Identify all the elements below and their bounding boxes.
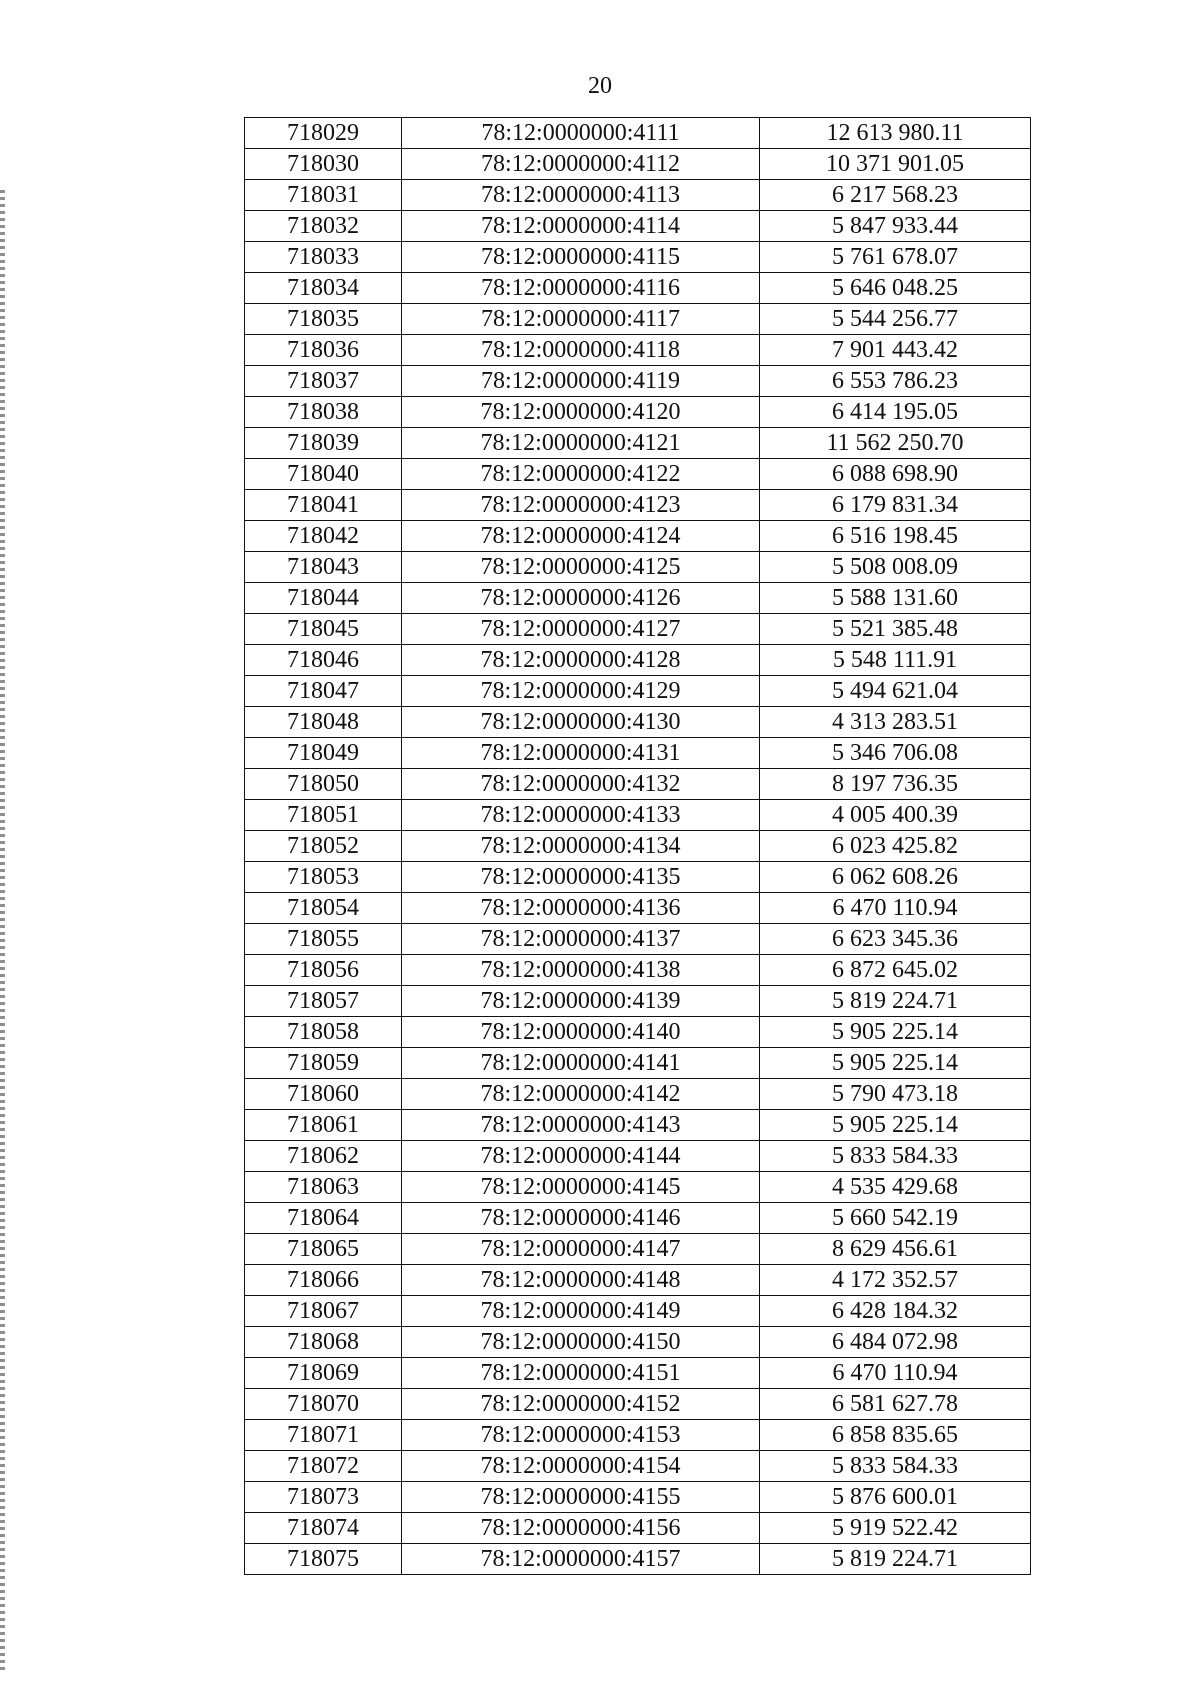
row-id-cell: 718072	[245, 1451, 402, 1482]
page-number: 20	[588, 73, 612, 99]
row-id-cell: 718061	[245, 1110, 402, 1141]
value-cell: 6 872 645.02	[760, 955, 1031, 986]
row-id-cell: 718074	[245, 1513, 402, 1544]
row-id-cell: 718045	[245, 614, 402, 645]
cadastral-number-cell: 78:12:0000000:4135	[402, 862, 760, 893]
table-row	[245, 738, 1031, 769]
value-cell: 5 819 224.71	[760, 1544, 1031, 1575]
table-row	[245, 1141, 1031, 1172]
table-row	[245, 1110, 1031, 1141]
value-cell: 5 761 678.07	[760, 242, 1031, 273]
value-cell: 5 346 706.08	[760, 738, 1031, 769]
row-id-cell: 718038	[245, 397, 402, 428]
table-row	[245, 1513, 1031, 1544]
row-id-cell: 718056	[245, 955, 402, 986]
row-id-cell: 718041	[245, 490, 402, 521]
cadastral-number-cell: 78:12:0000000:4111	[402, 118, 760, 149]
row-id-cell: 718051	[245, 800, 402, 831]
table-row	[245, 273, 1031, 304]
value-cell: 6 062 608.26	[760, 862, 1031, 893]
cadastral-number-cell: 78:12:0000000:4122	[402, 459, 760, 490]
cadastral-number-cell: 78:12:0000000:4151	[402, 1358, 760, 1389]
row-id-cell: 718032	[245, 211, 402, 242]
row-id-cell: 718052	[245, 831, 402, 862]
value-cell: 6 217 568.23	[760, 180, 1031, 211]
cadastral-number-cell: 78:12:0000000:4123	[402, 490, 760, 521]
cadastral-number-cell: 78:12:0000000:4117	[402, 304, 760, 335]
value-cell: 12 613 980.11	[760, 118, 1031, 149]
table-row	[245, 955, 1031, 986]
cadastral-number-cell: 78:12:0000000:4145	[402, 1172, 760, 1203]
value-cell: 8 197 736.35	[760, 769, 1031, 800]
row-id-cell: 718042	[245, 521, 402, 552]
value-cell: 6 623 345.36	[760, 924, 1031, 955]
row-id-cell: 718043	[245, 552, 402, 583]
value-cell: 8 629 456.61	[760, 1234, 1031, 1265]
row-id-cell: 718058	[245, 1017, 402, 1048]
table-row	[245, 1048, 1031, 1079]
cadastral-number-cell: 78:12:0000000:4153	[402, 1420, 760, 1451]
row-id-cell: 718054	[245, 893, 402, 924]
table-row	[245, 1296, 1031, 1327]
value-cell: 5 544 256.77	[760, 304, 1031, 335]
table-row	[245, 180, 1031, 211]
table-row	[245, 676, 1031, 707]
table-row	[245, 1203, 1031, 1234]
cadastral-number-cell: 78:12:0000000:4148	[402, 1265, 760, 1296]
row-id-cell: 718037	[245, 366, 402, 397]
row-id-cell: 718031	[245, 180, 402, 211]
row-id-cell: 718040	[245, 459, 402, 490]
cadastral-number-cell: 78:12:0000000:4114	[402, 211, 760, 242]
table-row	[245, 1079, 1031, 1110]
table-row	[245, 614, 1031, 645]
cadastral-number-cell: 78:12:0000000:4130	[402, 707, 760, 738]
cadastral-number-cell: 78:12:0000000:4112	[402, 149, 760, 180]
table-row	[245, 490, 1031, 521]
table-row	[245, 1420, 1031, 1451]
row-id-cell: 718044	[245, 583, 402, 614]
table-row	[245, 242, 1031, 273]
cadastral-number-cell: 78:12:0000000:4150	[402, 1327, 760, 1358]
table-row	[245, 1017, 1031, 1048]
row-id-cell: 718039	[245, 428, 402, 459]
table-row	[245, 118, 1031, 149]
row-id-cell: 718057	[245, 986, 402, 1017]
row-id-cell: 718047	[245, 676, 402, 707]
value-cell: 6 858 835.65	[760, 1420, 1031, 1451]
cadastral-number-cell: 78:12:0000000:4134	[402, 831, 760, 862]
value-cell: 6 414 195.05	[760, 397, 1031, 428]
value-cell: 5 521 385.48	[760, 614, 1031, 645]
cadastral-number-cell: 78:12:0000000:4147	[402, 1234, 760, 1265]
row-id-cell: 718046	[245, 645, 402, 676]
row-id-cell: 718033	[245, 242, 402, 273]
table-row	[245, 149, 1031, 180]
cadastral-number-cell: 78:12:0000000:4154	[402, 1451, 760, 1482]
value-cell: 5 508 008.09	[760, 552, 1031, 583]
cadastral-number-cell: 78:12:0000000:4128	[402, 645, 760, 676]
cadastral-number-cell: 78:12:0000000:4127	[402, 614, 760, 645]
row-id-cell: 718073	[245, 1482, 402, 1513]
cadastral-number-cell: 78:12:0000000:4152	[402, 1389, 760, 1420]
table-row	[245, 924, 1031, 955]
table-row	[245, 397, 1031, 428]
value-cell: 11 562 250.70	[760, 428, 1031, 459]
value-cell: 5 905 225.14	[760, 1110, 1031, 1141]
row-id-cell: 718065	[245, 1234, 402, 1265]
value-cell: 6 516 198.45	[760, 521, 1031, 552]
value-cell: 6 484 072.98	[760, 1327, 1031, 1358]
value-cell: 5 646 048.25	[760, 273, 1031, 304]
cadastral-number-cell: 78:12:0000000:4118	[402, 335, 760, 366]
scan-edge-artifact	[0, 190, 5, 1670]
table-row	[245, 366, 1031, 397]
data-table	[244, 117, 1031, 1575]
value-cell: 6 470 110.94	[760, 1358, 1031, 1389]
value-cell: 5 660 542.19	[760, 1203, 1031, 1234]
cadastral-number-cell: 78:12:0000000:4120	[402, 397, 760, 428]
table-row	[245, 1234, 1031, 1265]
table-row	[245, 1172, 1031, 1203]
table-row	[245, 583, 1031, 614]
value-cell: 6 179 831.34	[760, 490, 1031, 521]
cadastral-number-cell: 78:12:0000000:4115	[402, 242, 760, 273]
row-id-cell: 718062	[245, 1141, 402, 1172]
row-id-cell: 718067	[245, 1296, 402, 1327]
value-cell: 5 905 225.14	[760, 1048, 1031, 1079]
table-row	[245, 1358, 1031, 1389]
value-cell: 6 581 627.78	[760, 1389, 1031, 1420]
cadastral-number-cell: 78:12:0000000:4137	[402, 924, 760, 955]
cadastral-number-cell: 78:12:0000000:4119	[402, 366, 760, 397]
value-cell: 5 833 584.33	[760, 1141, 1031, 1172]
value-cell: 6 428 184.32	[760, 1296, 1031, 1327]
cadastral-number-cell: 78:12:0000000:4143	[402, 1110, 760, 1141]
cadastral-number-cell: 78:12:0000000:4155	[402, 1482, 760, 1513]
cadastral-number-cell: 78:12:0000000:4149	[402, 1296, 760, 1327]
table-row	[245, 1265, 1031, 1296]
row-id-cell: 718050	[245, 769, 402, 800]
row-id-cell: 718071	[245, 1420, 402, 1451]
table-row	[245, 1451, 1031, 1482]
row-id-cell: 718066	[245, 1265, 402, 1296]
row-id-cell: 718036	[245, 335, 402, 366]
table-row	[245, 645, 1031, 676]
table-row	[245, 459, 1031, 490]
table-body	[245, 118, 1031, 1575]
cadastral-number-cell: 78:12:0000000:4113	[402, 180, 760, 211]
cadastral-number-cell: 78:12:0000000:4141	[402, 1048, 760, 1079]
value-cell: 5 819 224.71	[760, 986, 1031, 1017]
cadastral-number-cell: 78:12:0000000:4129	[402, 676, 760, 707]
row-id-cell: 718053	[245, 862, 402, 893]
cadastral-number-cell: 78:12:0000000:4142	[402, 1079, 760, 1110]
cadastral-number-cell: 78:12:0000000:4138	[402, 955, 760, 986]
table-row	[245, 428, 1031, 459]
value-cell: 5 847 933.44	[760, 211, 1031, 242]
row-id-cell: 718055	[245, 924, 402, 955]
row-id-cell: 718063	[245, 1172, 402, 1203]
value-cell: 5 833 584.33	[760, 1451, 1031, 1482]
value-cell: 10 371 901.05	[760, 149, 1031, 180]
row-id-cell: 718049	[245, 738, 402, 769]
table-row	[245, 552, 1031, 583]
table-row	[245, 1327, 1031, 1358]
cadastral-number-cell: 78:12:0000000:4132	[402, 769, 760, 800]
table-row	[245, 769, 1031, 800]
table-row	[245, 862, 1031, 893]
cadastral-number-cell: 78:12:0000000:4126	[402, 583, 760, 614]
value-cell: 5 588 131.60	[760, 583, 1031, 614]
row-id-cell: 718064	[245, 1203, 402, 1234]
value-cell: 4 535 429.68	[760, 1172, 1031, 1203]
value-cell: 4 005 400.39	[760, 800, 1031, 831]
cadastral-number-cell: 78:12:0000000:4139	[402, 986, 760, 1017]
cadastral-number-cell: 78:12:0000000:4133	[402, 800, 760, 831]
table-row	[245, 1389, 1031, 1420]
cadastral-number-cell: 78:12:0000000:4156	[402, 1513, 760, 1544]
value-cell: 6 023 425.82	[760, 831, 1031, 862]
table-row	[245, 986, 1031, 1017]
cadastral-number-cell: 78:12:0000000:4157	[402, 1544, 760, 1575]
value-cell: 6 553 786.23	[760, 366, 1031, 397]
row-id-cell: 718070	[245, 1389, 402, 1420]
table-row	[245, 893, 1031, 924]
row-id-cell: 718059	[245, 1048, 402, 1079]
cadastral-number-cell: 78:12:0000000:4131	[402, 738, 760, 769]
row-id-cell: 718075	[245, 1544, 402, 1575]
value-cell: 5 919 522.42	[760, 1513, 1031, 1544]
value-cell: 5 494 621.04	[760, 676, 1031, 707]
cadastral-number-cell: 78:12:0000000:4124	[402, 521, 760, 552]
table-row	[245, 831, 1031, 862]
table-row	[245, 707, 1031, 738]
value-cell: 6 470 110.94	[760, 893, 1031, 924]
table-row	[245, 1544, 1031, 1575]
table-row	[245, 1482, 1031, 1513]
row-id-cell: 718035	[245, 304, 402, 335]
value-cell: 6 088 698.90	[760, 459, 1031, 490]
cadastral-number-cell: 78:12:0000000:4121	[402, 428, 760, 459]
row-id-cell: 718068	[245, 1327, 402, 1358]
row-id-cell: 718034	[245, 273, 402, 304]
value-cell: 5 548 111.91	[760, 645, 1031, 676]
table-row	[245, 335, 1031, 366]
cadastral-number-cell: 78:12:0000000:4146	[402, 1203, 760, 1234]
cadastral-number-cell: 78:12:0000000:4136	[402, 893, 760, 924]
row-id-cell: 718069	[245, 1358, 402, 1389]
cadastral-number-cell: 78:12:0000000:4140	[402, 1017, 760, 1048]
cadastral-number-cell: 78:12:0000000:4125	[402, 552, 760, 583]
row-id-cell: 718060	[245, 1079, 402, 1110]
value-cell: 5 790 473.18	[760, 1079, 1031, 1110]
row-id-cell: 718048	[245, 707, 402, 738]
cadastral-number-cell: 78:12:0000000:4144	[402, 1141, 760, 1172]
table-row	[245, 211, 1031, 242]
row-id-cell: 718030	[245, 149, 402, 180]
value-cell: 7 901 443.42	[760, 335, 1031, 366]
table-row	[245, 521, 1031, 552]
row-id-cell: 718029	[245, 118, 402, 149]
cadastral-number-cell: 78:12:0000000:4116	[402, 273, 760, 304]
value-cell: 5 876 600.01	[760, 1482, 1031, 1513]
table-row	[245, 800, 1031, 831]
value-cell: 4 172 352.57	[760, 1265, 1031, 1296]
value-cell: 4 313 283.51	[760, 707, 1031, 738]
value-cell: 5 905 225.14	[760, 1017, 1031, 1048]
table-row	[245, 304, 1031, 335]
